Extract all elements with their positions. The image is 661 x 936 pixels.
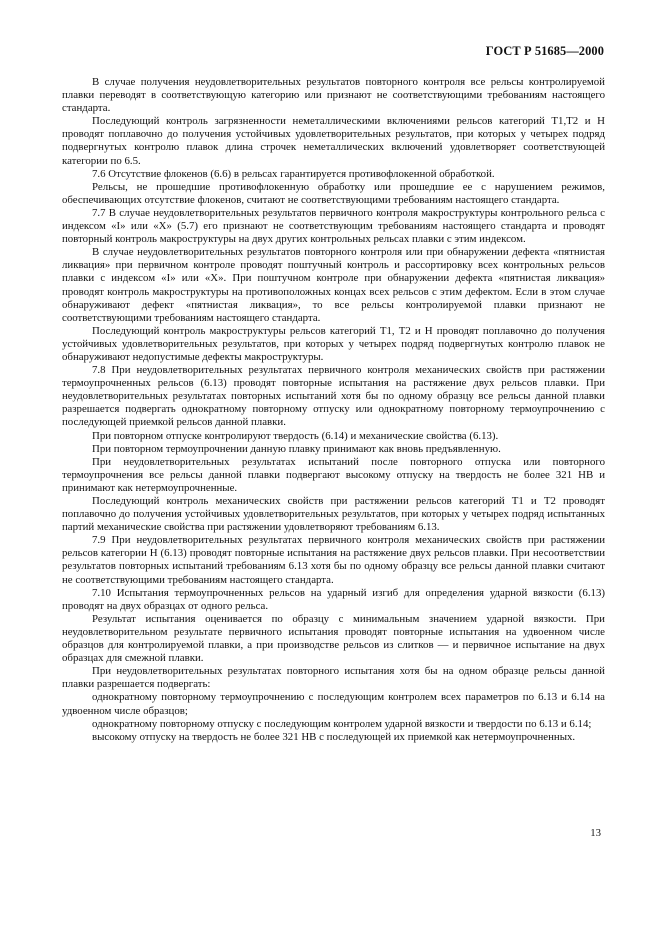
paragraph: Результат испытания оценивается по образцу с минимальным значением ударной вязкости. При неудовлетворительном результате первичного испытания проводят повторные испытания на удвоенном числе образцов для контролируемой плавки, а при производстве рельсов из слитков — и первичное испытание на двух образцах для смежной плавки. [62, 612, 605, 665]
paragraph: 7.6 Отсутствие флокенов (6.6) в рельсах гарантируется противофлокенной обработкой. [92, 167, 495, 180]
document-code: ГОСТ Р 51685—2000 [485, 44, 604, 58]
paragraph: однократному повторному термоупрочнению с последующим контролем всех параметров по 6.13 и 6.14 на удвоенном числе образцов; [62, 691, 605, 717]
paragraph: 7.7 В случае неудовлетворительных результатов первичного контроля макроструктуры контрольного рельса с индексом «I» или «Х» (5.7) его признают не соответствующим требованиям настоящего стандарта и проводят повторный контроль макроструктуры на двух других контрольных рельсах плавки с этим индексом. [62, 206, 605, 246]
paragraph: высокому отпуску на твердость не более 321 НВ с последующей их приемкой как нетермоупрочненных. [92, 730, 576, 743]
paragraph: Последующий контроль механических свойств при растяжении рельсов категорий Т1 и Т2 проводят поплавочно до получения устойчивых удовлетворительных результатов, при которых у четырех подряд испытанных партий механические свойства при растяжении удовлетворяют требованиям 6.13. [62, 495, 605, 534]
paragraph: В случае неудовлетворительных результатов повторного контроля или при обнаружении дефекта «пятнистая ликвация» при первичном контроле проводят поштучный контроль и рассортировку всех контрольных рельсов плавки с индексом «I» или «Х». При поштучном контроле при обнаружении дефекта «пятнистая ликвация» проводят контроль макроструктуры на противоположных концах всех рельсов с этим дефектом. Если в этом случае обнаруживают дефект «пятнистая ликвация», то все рельсы контролируемой плавки признают не соответствующими требованиям настоящего стандарта. [62, 246, 605, 324]
paragraph: 7.9 При неудовлетворительных результатах первичного контроля механических свойств при растяжении рельсов категории Н (6.13) проводят повторные испытания на растяжение двух рельсов плавки. При несоответствии результатов повторных испытаний требованиям 6.13 хотя бы по одному образцу все рельсы данной плавки считают не соответствующими требованиям настоящего стандарта. [62, 534, 605, 586]
document-body [62, 76, 605, 744]
paragraph: При неудовлетворительных результатах повторного испытания хотя бы на одном образце рельсы данной плавки разрешается подвергать: [62, 665, 605, 691]
paragraph: При повторном отпуске контролируют твердость (6.14) и механические свойства (6.13). [92, 429, 499, 442]
paragraph: Рельсы, не прошедшие противофлокенную обработку или прошедшие ее с нарушением режимов, обеспечивающих отсутствие флокенов, считают не соответствующими требованиям настоящего стандарта. [62, 180, 605, 206]
paragraph: При неудовлетворительных результатах испытаний после повторного отпуска или повторного термоупрочнения все рельсы данной плавки подвергают высокому отпуску на твердость не более 321 НВ и принимают как нетермоупрочненные. [62, 455, 605, 494]
page-number: 13 [590, 827, 601, 839]
paragraph: однократному повторному отпуску с последующим контролем ударной вязкости и твердости по 6.13 и 6.14; [92, 717, 592, 730]
paragraph: Последующий контроль макроструктуры рельсов категорий Т1, Т2 и Н проводят поплавочно до получения устойчивых удовлетворительных результатов, при которых у четырех подряд подвергнутых контролю плавок не обнаруживают недопустимые дефекты макроструктуры. [62, 324, 605, 363]
paragraph: При повторном термоупрочнении данную плавку принимают как вновь предъявленную. [92, 442, 501, 455]
paragraph: 7.10 Испытания термоупрочненных рельсов на ударный изгиб для определения ударной вязкости (6.13) проводят на двух образцах от одного рельса. [62, 586, 605, 612]
paragraph: В случае получения неудовлетворительных результатов повторного контроля все рельсы контролируемой плавки переводят в соответствующую категорию или признают не соответствующими требованиям настоящего стандарта. [62, 76, 605, 115]
paragraph: Последующий контроль загрязненности неметаллическими включениями рельсов категорий Т1,Т2 и Н проводят поплавочно до получения устойчивых удовлетворительных результатов, при которых у четырех подряд подвергнутых контролю плавок длина строчек неметаллических включений удовлетворяет соответствующей категории по 6.5. [62, 115, 605, 167]
paragraph: 7.8 При неудовлетворительных результатах первичного контроля механических свойств при растяжении термоупрочненных рельсов (6.13) проводят повторные испытания на растяжение двух рельсов плавки. При неудовлетворительных результатах повторных испытаний хотя бы по одному образцу все рельсы данной плавки разрешается подвергать однократному повторному отпуску или однократному повторному термоупрочнению с последующей приемкой рельсов данной плавки. [62, 364, 605, 429]
